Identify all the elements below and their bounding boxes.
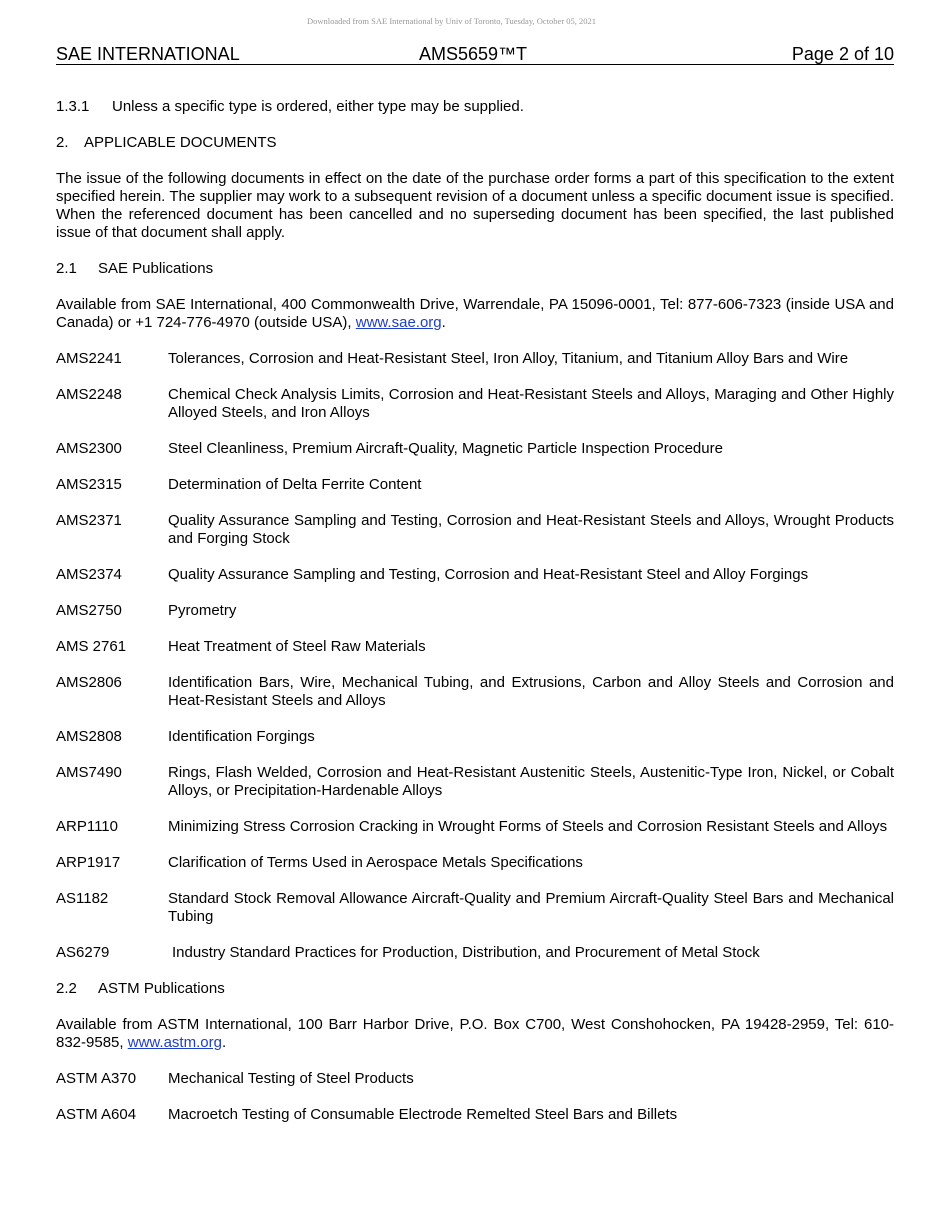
reference-code: ARP1110 <box>56 818 118 835</box>
reference-title: Quality Assurance Sampling and Testing, Corrosion and Heat-Resistant Steels and Alloys, Wrought Products and Forging Stock <box>168 512 894 547</box>
reference-title: Minimizing Stress Corrosion Cracking in Wrought Forms of Steels and Corrosion Resistant Steels and Alloys <box>168 818 888 835</box>
section-number: 1.3.1 <box>56 98 90 115</box>
reference-title: Macroetch Testing of Consumable Electrode Remelted Steel Bars and Billets <box>168 1106 678 1123</box>
section-2-heading <box>56 134 894 152</box>
reference-item <box>56 674 894 710</box>
reference-title: Tolerances, Corrosion and Heat-Resistant Steel, Iron Alloy, Titanium, and Titanium Alloy Bars and Wire <box>168 350 849 367</box>
reference-item <box>56 386 894 422</box>
reference-title: Identification Forgings <box>168 728 315 745</box>
reference-title: Steel Cleanliness, Premium Aircraft-Quality, Magnetic Particle Inspection Procedure <box>168 440 723 457</box>
reference-item <box>56 854 894 872</box>
section-1-3-1 <box>56 98 894 116</box>
reference-code: AMS2806 <box>56 674 122 691</box>
reference-title: Clarification of Terms Used in Aerospace Metals Specifications <box>168 854 583 871</box>
period: . <box>221 1034 227 1051</box>
download-note: Downloaded from SAE International by Univ of Toronto, Tuesday, October 05, 2021 <box>306 16 597 26</box>
reference-item <box>56 350 894 368</box>
section-number: 2.2 <box>56 980 77 997</box>
section-number: 2. <box>56 134 69 151</box>
reference-code: AMS2315 <box>56 476 122 493</box>
reference-item <box>56 602 894 620</box>
section-title: SAE Publications <box>98 260 214 277</box>
page-header <box>56 44 894 65</box>
reference-item <box>56 890 894 926</box>
astm-website-link[interactable]: www.astm.org <box>127 1034 222 1051</box>
reference-code: AMS7490 <box>56 764 122 781</box>
reference-title: Determination of Delta Ferrite Content <box>168 476 422 493</box>
reference-code: ASTM A604 <box>56 1106 137 1123</box>
header-page-number: Page 2 of 10 <box>791 44 894 64</box>
reference-title: Chemical Check Analysis Limits, Corrosion and Heat-Resistant Steels and Alloys, Maraging and Other Highly Alloyed Steels, and Iron Alloys <box>168 386 894 421</box>
reference-code: AMS 2761 <box>56 638 127 655</box>
reference-item <box>56 818 894 836</box>
availability-text: Available from SAE International, 400 Commonwealth Drive, Warrendale, PA 15096-0001, Tel: 877-606-7323 (inside USA and Canada) or +1 724-776-4970 (outside USA), <box>56 296 894 331</box>
reference-item <box>56 566 894 584</box>
reference-item <box>56 476 894 494</box>
reference-code: AMS2248 <box>56 386 122 403</box>
reference-item <box>56 764 894 800</box>
reference-title: Standard Stock Removal Allowance Aircraft-Quality and Premium Aircraft-Quality Steel Bars and Mechanical Tubing <box>168 890 894 925</box>
reference-title: Industry Standard Practices for Production, Distribution, and Procurement of Metal Stock <box>172 944 760 961</box>
reference-title: Mechanical Testing of Steel Products <box>168 1070 414 1087</box>
reference-code: AMS2750 <box>56 602 122 619</box>
reference-code: ASTM A370 <box>56 1070 137 1087</box>
section-2-paragraph: The issue of the following documents in effect on the date of the purchase order forms a part of this specification to the extent specified herein. The supplier may work to a subsequent revision of a document unless a specific document issue is specified. When the referenced document has been cancelled and no superseding document has been specified, the last published issue of that document shall apply. <box>56 170 894 241</box>
reference-item <box>56 440 894 458</box>
reference-code: AMS2241 <box>56 350 122 367</box>
reference-item <box>56 1106 894 1124</box>
astm-availability-paragraph <box>56 1016 894 1052</box>
section-2-1-heading <box>56 260 894 278</box>
reference-title: Heat Treatment of Steel Raw Materials <box>168 638 426 655</box>
section-title: APPLICABLE DOCUMENTS <box>84 134 277 151</box>
reference-item <box>56 944 894 962</box>
section-text: Unless a specific type is ordered, either type may be supplied. <box>112 98 524 115</box>
section-number: 2.1 <box>56 260 77 277</box>
reference-title: Identification Bars, Wire, Mechanical Tubing, and Extrusions, Carbon and Alloy Steels and Corrosion and Heat-Resistant Steels and Alloys <box>168 674 894 709</box>
reference-code: AS1182 <box>56 890 109 907</box>
reference-code: AMS2300 <box>56 440 122 457</box>
reference-item <box>56 728 894 746</box>
reference-code: AMS2374 <box>56 566 122 583</box>
reference-item <box>56 638 894 656</box>
reference-title: Pyrometry <box>168 602 237 619</box>
reference-title: Quality Assurance Sampling and Testing, Corrosion and Heat-Resistant Steel and Alloy Forgings <box>168 566 809 583</box>
reference-code: AMS2808 <box>56 728 122 745</box>
reference-item <box>56 512 894 548</box>
reference-item <box>56 1070 894 1088</box>
section-2-2-heading <box>56 980 894 998</box>
document-body <box>56 98 894 1142</box>
period: . <box>441 314 446 331</box>
reference-code: ARP1917 <box>56 854 121 871</box>
reference-code: AMS2371 <box>56 512 122 529</box>
reference-code: AS6279 <box>56 944 110 961</box>
section-title: ASTM Publications <box>98 980 225 997</box>
availability-text: Available from ASTM International, 100 Barr Harbor Drive, P.O. Box C700, West Conshohocken, PA 19428-2959, Tel: 610-832-9585, <box>56 1016 894 1051</box>
header-organization: SAE INTERNATIONAL <box>56 44 240 64</box>
sae-website-link[interactable]: www.sae.org <box>355 314 442 331</box>
sae-availability-paragraph <box>56 296 894 332</box>
reference-title: Rings, Flash Welded, Corrosion and Heat-Resistant Austenitic Steels, Austenitic-Type Iron, Nickel, or Cobalt Alloys, or Precipitation-Hardenable Alloys <box>168 764 894 799</box>
header-document-id: AMS5659™T <box>419 44 528 64</box>
